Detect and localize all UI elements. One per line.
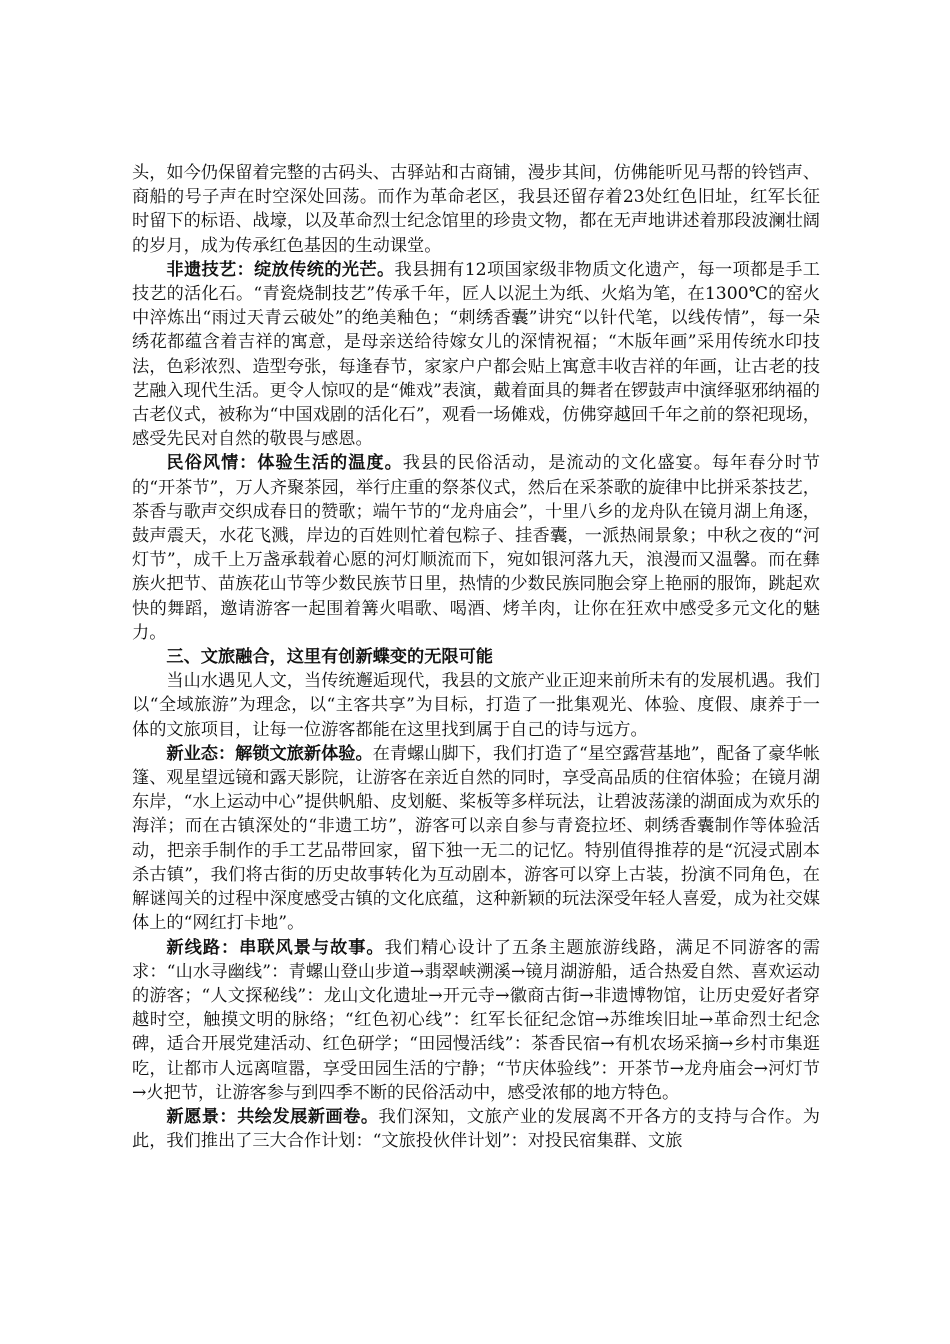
paragraph-lead: 新线路：串联风景与故事。 bbox=[166, 937, 385, 958]
paragraph-lead: 新业态：解锁文旅新体验。 bbox=[166, 743, 373, 764]
paragraph-text: 当山水遇见人文，当传统邂逅现代，我县的文旅产业正迎来前所未有的发展机遇。我们以“全域旅游”为理念，以“主客共享”为目标，打造了一批集观光、体验、度假、康养于一体的文旅项目，让每一位游客都能在这里找到属于自己的诗与远方。 bbox=[132, 671, 820, 740]
paragraph-lead: 民俗风情：体验生活的温度。 bbox=[166, 453, 403, 474]
paragraph-text: 我县的民俗活动，是流动的文化盛宴。每年春分时节的“开茶节”，万人齐聚茶园，举行庄重的祭茶仪式，然后在采茶歌的旋律中比拼采茶技艺，茶香与歌声交织成春日的赞歌；端午节的“龙舟庙会”，十里八乡的龙舟队在镜月湖上角逐，鼓声震天，水花飞溅，岸边的百姓则忙着包粽子、挂香囊，一派热闹景象；中秋之夜的“河灯节”，成千上万盏承载着心愿的河灯顺流而下，宛如银河落九天，浪漫而又温馨。而在彝族火把节、苗族花山节等少数民族节日里，热情的少数民族同胞会穿上艳丽的服饰，跳起欢快的舞蹈，邀请游客一起围着篝火唱歌、喝酒、烤羊肉，让你在狂欢中感受多元文化的魅力。 bbox=[132, 453, 820, 643]
paragraph-text: 我县拥有12项国家级非物质文化遗产，每一项都是手工技艺的活化石。“青瓷烧制技艺”传承千年，匠人以泥土为纸、火焰为笔，在1300℃的窑火中淬炼出“雨过天青云破处”的绝美釉色；“刺绣香囊”讲究“以针代笔，以线传情”，每一朵绣花都蕴含着吉祥的寓意，是母亲送给待嫁女儿的深情祝福；“木版年画”采用传统水印技法，色彩浓烈、造型夸张，每逢春节，家家户户都会贴上寓意丰收吉祥的年画，让古老的技艺融入现代生活。更令人惊叹的是“傩戏”表演，戴着面具的舞者在锣鼓声中演绎驱邪纳福的古老仪式，被称为“中国戏剧的活化石”，观看一场傩戏，仿佛穿越回千年之前的祭祀现场，感受先民对自然的敬畏与感恩。 bbox=[132, 259, 820, 450]
paragraph-new-routes bbox=[132, 936, 820, 1105]
paragraph-new-formats bbox=[132, 742, 820, 936]
section-heading bbox=[132, 645, 820, 669]
paragraph-lead: 非遗技艺：绽放传统的光芒。 bbox=[166, 259, 395, 280]
paragraph-lead: 新愿景：共绘发展新画卷。 bbox=[166, 1106, 379, 1127]
paragraph-folk-customs bbox=[132, 451, 820, 645]
paragraph-intangible-heritage bbox=[132, 258, 820, 452]
paragraph-text: 在青螺山脚下，我们打造了“星空露营基地”，配备了豪华帐篷、观星望远镜和露天影院，让游客在亲近自然的同时，享受高品质的住宿体验；在镜月湖东岸，“水上运动中心”提供帆船、皮划艇、桨板等多样玩法，让碧波荡漾的湖面成为欢乐的海洋；而在古镇深处的“非遗工坊”，游客可以亲自参与青瓷拉坯、刺绣香囊制作等体验活动，把亲手制作的手工艺品带回家，留下独一无二的记忆。特别值得推荐的是“沉浸式剧本杀古镇”，我们将古街的历史故事转化为互动剧本，游客可以穿上古装，扮演不同角色，在解谜闯关的过程中深度感受古镇的文化底蕴，这种新颖的玩法深受年轻人喜爱，成为社交媒体上的“网红打卡地”。 bbox=[132, 743, 820, 934]
paragraph-text: 我们精心设计了五条主题旅游线路，满足不同游客的需求：“山水寻幽线”：青螺山登山步道→翡翠峡溯溪→镜月湖游船，适合热爱自然、喜欢运动的游客；“人文探秘线”：龙山文化遗址→开元寺→徽商古街→非遗博物馆，让历史爱好者穿越时空，触摸文明的脉络；“红色初心线”：红军长征纪念馆→苏维埃旧址→革命烈士纪念碑，适合开展党建活动、红色研学；“田园慢活线”：茶香民宿→有机农场采摘→乡村市集逛吃，让都市人远离喧嚣，享受田园生活的宁静；“节庆体验线”：开茶节→龙舟庙会→河灯节→火把节，让游客参与到四季不断的民俗活动中，感受浓郁的地方特色。 bbox=[132, 937, 820, 1103]
paragraph-tourism-intro bbox=[132, 669, 820, 742]
paragraph-new-vision bbox=[132, 1105, 820, 1153]
document-body bbox=[132, 161, 820, 1153]
paragraph-text: 头，如今仍保留着完整的古码头、古驿站和古商铺，漫步其间，仿佛能听见马帮的铃铛声、商船的号子声在时空深处回荡。而作为革命老区，我县还留存着23处红色旧址，红军长征时留下的标语、战壕，以及革命烈士纪念馆里的珍贵文物，都在无声地讲述着那段波澜壮阔的岁月，成为传承红色基因的生动课堂。 bbox=[132, 163, 820, 256]
paragraph-heritage-red-sites bbox=[132, 161, 820, 258]
paragraph-text: 我们深知，文旅产业的发展离不开各方的支持与合作。为此，我们推出了三大合作计划：“文旅投伙伴计划”：对投民宿集群、文旅 bbox=[132, 1106, 820, 1152]
section-heading-text: 三、文旅融合，这里有创新蝶变的无限可能 bbox=[166, 647, 493, 668]
